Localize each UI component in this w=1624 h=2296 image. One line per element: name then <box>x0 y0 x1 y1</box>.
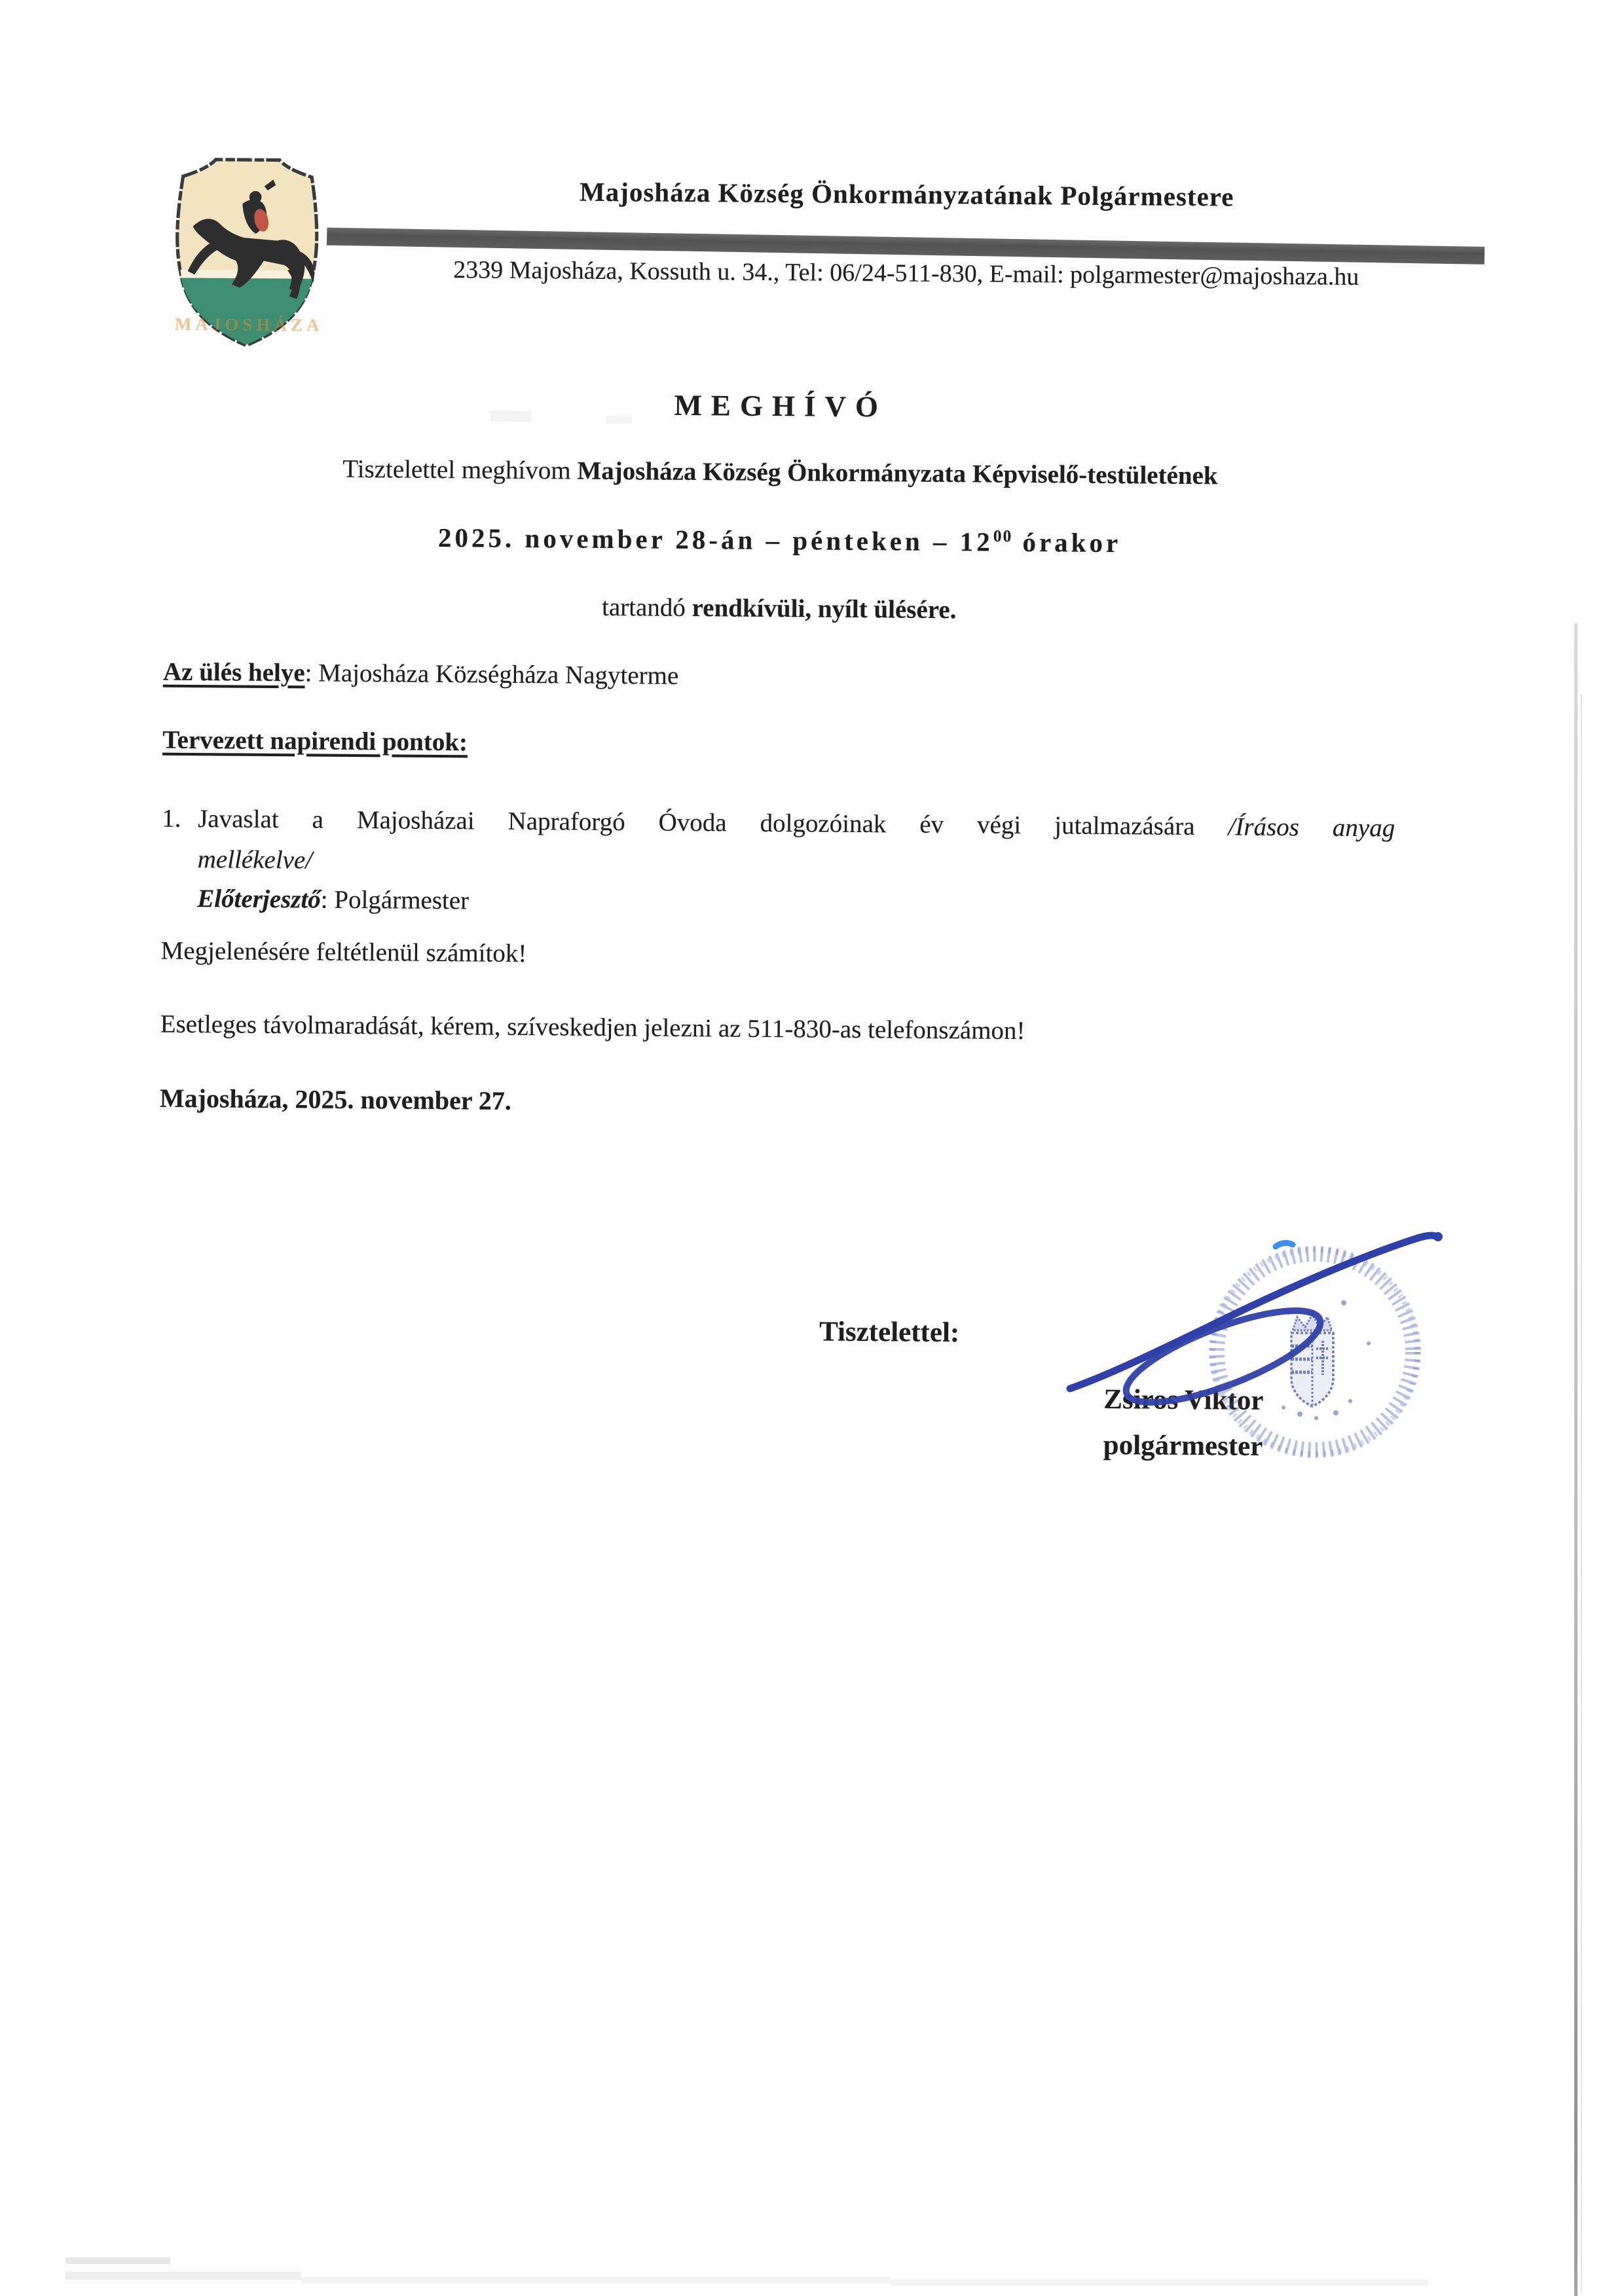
header-office-title: Majosháza Község Önkormányzatának Polgármestere <box>579 176 1234 212</box>
signer-title: polgármester <box>1103 1429 1263 1462</box>
stamp-coat-of-arms <box>1291 1315 1333 1406</box>
closing-line-2: Esetleges távolmaradását, kérem, szíveskedjen jelezni az 511-830-as telefonszámon! <box>160 1010 1025 1046</box>
agenda-item-text: Javaslat a Majosházai Napraforgó Óvoda dolgozóinak év végi jutalmazására <box>198 805 1228 841</box>
datetime-suffix: órakor <box>1012 526 1122 558</box>
right-edge-scan-line-faint <box>1581 694 1582 2291</box>
intro-prefix: Tisztelettel meghívom <box>342 454 578 485</box>
header-address-line: 2339 Majosháza, Kossuth u. 34., Tel: 06/24-511-830, E-mail: polgarmester@majoshaza.hu <box>453 256 1359 291</box>
presenter-line <box>197 884 1394 922</box>
datetime-superscript: 00 <box>993 526 1013 546</box>
meeting-datetime-line <box>164 520 1395 561</box>
bottom-scan-smudge <box>65 2257 170 2264</box>
intro-line <box>164 453 1395 492</box>
right-edge-scan-line <box>1574 623 1578 2296</box>
closing-line-1: Megjelenésére feltétlenül számítok! <box>160 936 527 968</box>
location-value: : Majosháza Községháza Nagyterme <box>304 659 679 690</box>
stamp-and-signature-graphic <box>1015 1198 1513 1539</box>
logo-caption: MAJOSHÁZA <box>174 314 323 335</box>
intro-bold: Majosháza Község Önkormányzata Képviselő-testületének <box>577 456 1218 490</box>
datetime-main: 2025. november 28-án – pénteken – 12 <box>437 522 993 557</box>
bottom-scan-smudge <box>301 2277 891 2284</box>
location-label: Az ülés helye <box>162 657 305 687</box>
agenda-item-attachment-note: /Írásos anyag <box>1228 812 1395 843</box>
bottom-scan-smudge <box>891 2280 1428 2286</box>
presenter-label: Előterjesztő <box>197 884 321 914</box>
presenter-value: : Polgármester <box>320 885 470 915</box>
session-type-line <box>164 589 1395 629</box>
session-bold: rendkívüli, nyílt ülésére. <box>692 594 957 625</box>
agenda-heading: Tervezett napirendi pontok: <box>162 725 468 757</box>
agenda-item-number: 1. <box>162 804 181 833</box>
signer-name: Zsiros Viktor <box>1103 1383 1264 1416</box>
agenda-item-line2: mellékelve/ <box>197 845 313 875</box>
agenda-item-line1 <box>198 804 1395 843</box>
date-and-place-line: Majosháza, 2025. november 27. <box>159 1083 512 1116</box>
bottom-scan-smudge <box>65 2272 301 2280</box>
regards-label: Tisztelettel: <box>819 1316 960 1349</box>
document-title: MEGHÍVÓ <box>674 388 888 424</box>
signature-stroke <box>1070 1232 1443 1421</box>
session-prefix: tartandó <box>601 592 692 623</box>
meeting-location-line <box>163 657 1394 697</box>
